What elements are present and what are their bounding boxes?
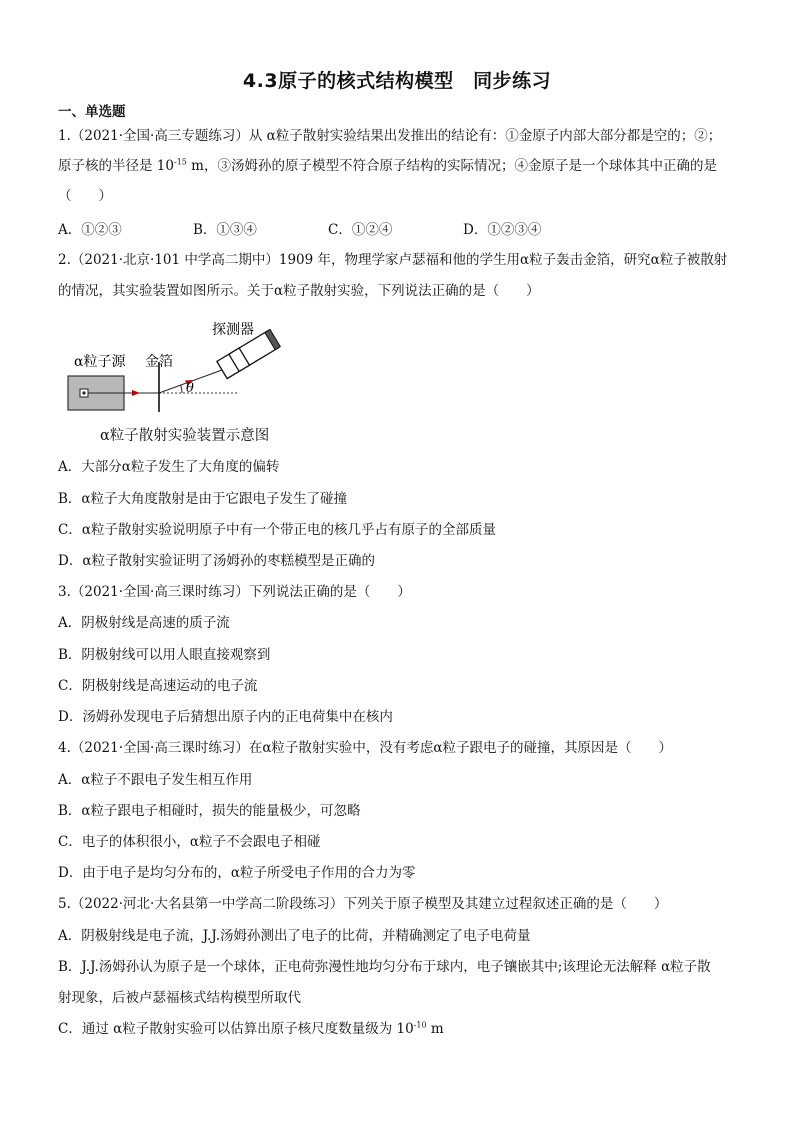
q4-option-d[interactable]: D．由于电子是均匀分布的，α粒子所受电子作用的合力为零 <box>58 865 416 881</box>
q5-stem: 5.（2022·河北·大名县第一中学高二阶段练习）下列关于原子模型及其建立过程叙述正确的是（ ） <box>58 896 668 912</box>
section-heading: 一、单选题 <box>58 104 126 120</box>
q1-stem-line1: 1.（2021·全国·高三专题练习）从 α粒子散射实验结果出发推出的结论有：①金原子内部大部分都是空的；②； <box>58 128 722 144</box>
q4-option-b[interactable]: B．α粒子跟电子相碰时，损失的能量极少，可忽略 <box>58 803 361 819</box>
source-label: α粒子源 <box>74 354 126 370</box>
q4-stem: 4.（2021·全国·高三课时练习）在α粒子散射实验中，没有考虑α粒子跟电子的碰撞，其原因是（ ） <box>58 740 673 756</box>
q2-stem-line1: 2.（2021·北京·101 中学高二期中）1909 年，物理学家卢瑟福和他的学生用α粒子轰击金箔，研究α粒子被散射 <box>58 252 728 268</box>
angle-label: θ <box>186 381 194 396</box>
q3-option-c[interactable]: C．阴极射线是高速运动的电子流 <box>58 678 258 694</box>
q1-stem-line2 <box>58 156 717 176</box>
q5-c-text-b: m <box>426 1021 444 1037</box>
q1-text-b: m，③汤姆孙的原子模型不符合原子结构的实际情况；④金原子是一个球体其中正确的是 <box>186 158 717 174</box>
q3-option-b[interactable]: B．阴极射线可以用人眼直接观察到 <box>58 647 271 663</box>
q5-c-exponent: -10 <box>413 1020 427 1030</box>
q2-option-a[interactable]: A．大部分α粒子发生了大角度的偏转 <box>58 459 280 475</box>
q1-option-a[interactable]: A．①②③ <box>58 222 122 238</box>
q4-option-c[interactable]: C．电子的体积很小，α粒子不会跟电子相碰 <box>58 834 321 850</box>
foil-label: 金箔 <box>145 354 173 370</box>
q3-option-a[interactable]: A．阴极射线是高速的质子流 <box>58 615 230 631</box>
q2-option-c[interactable]: C．α粒子散射实验说明原子中有一个带正电的核几乎占有原子的全部质量 <box>58 522 496 538</box>
q3-stem: 3.（2021·全国·高三课时练习）下列说法正确的是（ ） <box>58 584 411 600</box>
q1-option-b[interactable]: B．①③④ <box>193 222 257 238</box>
angle-arc <box>181 385 182 393</box>
q5-c-text-a: C．通过 α粒子散射实验可以估算出原子核尺度数量级为 10 <box>58 1021 414 1037</box>
page-title: 4.3原子的核式结构模型 同步练习 <box>242 70 552 92</box>
q2-option-d[interactable]: D．α粒子散射实验证明了汤姆孙的枣糕模型是正确的 <box>58 553 375 569</box>
q5-option-c[interactable] <box>58 1019 444 1039</box>
q4-option-a[interactable]: A．α粒子不跟电子发生相互作用 <box>58 772 253 788</box>
q5-option-b-line2: 射现象，后被卢瑟福核式结构模型所取代 <box>58 990 301 1006</box>
q2-stem-line2: 的情况，其实验装置如图所示。关于α粒子散射实验，下列说法正确的是（ ） <box>58 283 540 299</box>
q1-option-c[interactable]: C．①②④ <box>328 222 393 238</box>
q1-text-a: 原子核的半径是 10 <box>58 158 174 174</box>
q5-option-a[interactable]: A．阴极射线是电子流，J.J.汤姆孙测出了电子的比荷，并精确测定了电子电荷量 <box>58 928 531 944</box>
q3-option-d[interactable]: D．汤姆孙发现电子后猜想出原子内的正电荷集中在核内 <box>58 709 393 725</box>
q1-answer-bracket: （ ） <box>58 188 112 204</box>
q1-options <box>58 218 598 238</box>
q1-exponent: -15 <box>173 157 187 167</box>
beam-arrow-icon <box>132 390 140 396</box>
figure-caption: α粒子散射实验装置示意图 <box>100 428 270 444</box>
q1-option-d[interactable]: D．①②③④ <box>463 222 542 238</box>
detector-label: 探测器 <box>212 322 254 338</box>
q2-option-b[interactable]: B．α粒子大角度散射是由于它跟电子发生了碰撞 <box>58 491 348 507</box>
q5-option-b-line1[interactable]: B．J.J.汤姆孙认为原子是一个球体，正电荷弥漫性地均匀分布于球内，电子镶嵌其中;该理论无法解释 α粒子散 <box>58 959 711 975</box>
